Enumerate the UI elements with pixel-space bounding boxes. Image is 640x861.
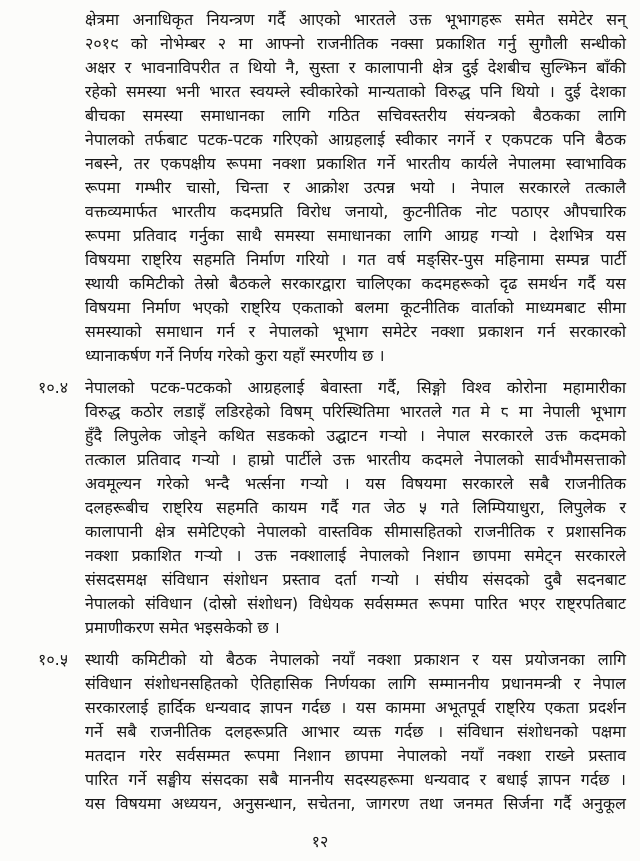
text-line: वक्तव्यमार्फत भारतीय कदमप्रति विरोध जनायो, कुटनीतिक नोट पठाएर औपचारिक <box>85 202 626 221</box>
text-line: बीचका समस्या समाधानका लागि गठित सचिवस्तरीय संयन्त्रको बैठकका लागि <box>85 106 626 125</box>
text-line: नेपालको तर्फबाट पटक-पटक गरिएको आग्रहलाई स्वीकार नगर्ने र एकपटक पनि बैठक <box>85 130 626 149</box>
text-line: कालापानी क्षेत्र समेटिएको नेपालको वास्तविक सीमासहितको राजनीतिक र प्रशासनिक <box>85 522 626 541</box>
text-line: अवमूल्यन गरेको भन्दै भर्त्सना गऱ्यो । यस विषयमा सरकारले सबै राजनीतिक <box>85 474 626 493</box>
text-line: नबस्ने, तर एकपक्षीय रूपमा नक्शा प्रकाशित गर्ने भारतीय कार्यले नेपालमा स्वाभाविक <box>85 154 626 173</box>
text-line: नेपालको पटक-पटकको आग्रहलाई बेवास्ता गर्दै, सिङ्गो विश्व कोरोना महामारीका <box>85 378 626 397</box>
text-line: नक्शा प्रकाशित गऱ्यो । उक्त नक्शालाई नेपालको निशान छापमा समेट्न सरकारले <box>85 546 626 565</box>
paragraph <box>85 8 626 368</box>
paragraph <box>38 648 626 816</box>
text-line: रूपमा गम्भीर चासो, चिन्ता र आक्रोश उत्पन्न भयो । नेपाल सरकारले तत्कालै <box>85 178 626 197</box>
text-line: २०१९ को नोभेम्बर २ मा आफ्नो राजनीतिक नक्सा प्रकाशित गर्नु सुगौली सन्धीको <box>85 34 626 53</box>
text-line: पारित गर्ने सङ्घीय संसदका सबै माननीय सदस्यहरूमा धन्यवाद र बधाई ज्ञापन गर्दछ । <box>85 770 626 789</box>
text-line: हुँदै लिपुलेक जोड्ने कथित सडकको उद्घाटन गऱ्यो । नेपाल सरकारले उक्त कदमको <box>85 426 626 445</box>
text-line: ध्यानाकर्षण गर्ने निर्णय गरेको कुरा यहाँ स्मरणीय छ । <box>85 346 385 365</box>
text-line: समस्याको समाधान गर्न र नेपालको भूभाग समेटेर नक्शा प्रकाशन गर्न सरकारको <box>85 322 626 341</box>
text-line: रहेको समस्या भनी भारत स्वयम्ले स्वीकारेको मान्यताको विरुद्ध पनि थियो । दुई देशका <box>85 82 626 101</box>
text-line: रूपमा प्रतिवाद गर्नुका साथै समस्या समाधानका लागि आग्रह गऱ्यो । देशभित्र यस <box>85 226 626 245</box>
text-line: विषयमा निर्माण भएको राष्ट्रिय एकताको बलमा कूटनीतिक वार्ताको माध्यमबाट सीमा <box>85 298 626 317</box>
text-line: प्रमाणीकरण समेत भइसकेको छ । <box>85 618 280 637</box>
paragraph-number-label: १०.५ <box>38 650 69 669</box>
text-line: यस विषयमा अध्ययन, अनुसन्धान, सचेतना, जागरण तथा जनमत सिर्जना गर्दै अनुकूल <box>85 794 626 813</box>
paragraph <box>38 376 626 640</box>
text-line: सरकारलाई हार्दिक धन्यवाद ज्ञापन गर्दछ । यस काममा अभूतपूर्व राष्ट्रिय एकता प्रदर्शन <box>85 698 626 717</box>
text-body <box>38 8 626 816</box>
text-line: स्थायी कमिटीको यो बैठक नेपालको नयाँ नक्शा प्रकाशन र यस प्रयोजनका लागि <box>85 650 626 669</box>
paragraph-number-label: १०.४ <box>38 378 69 397</box>
text-line: संविधान संशोधनसहितको ऐतिहासिक निर्णयका लागि सम्माननीय प्रधानमन्त्री र नेपाल <box>85 674 626 693</box>
text-line: विरुद्ध कठोर लडाइँ लडिरहेको विषम् परिस्थितिमा भारतले गत मे ८ मा नेपाली भूभाग <box>85 402 626 421</box>
text-line: दलहरूबीच राष्ट्रिय सहमति कायम गर्दै गत जेठ ५ गते लिम्पियाधुरा, लिपुलेक र <box>85 498 626 517</box>
text-line: तत्काल प्रतिवाद गऱ्यो । हाम्रो पार्टीले उक्त भारतीय कदमले नेपालको सार्वभौमसत्ताको <box>85 450 626 469</box>
text-line: गर्ने सबै राजनीतिक दलहरूप्रति आभार व्यक्त गर्दछ । संविधान संशोधनको पक्षमा <box>85 722 626 741</box>
text-line: क्षेत्रमा अनाधिकृत नियन्त्रण गर्दै आएको भारतले उक्त भूभागहरू समेत समेटेर सन् <box>85 10 626 29</box>
page-number: १२ <box>311 832 329 851</box>
text-line: अक्षर र भावनाविपरीत त थियो नै, सुस्ता र कालापानी क्षेत्र दुई देशबीच सुल्झिन बाँकी <box>85 58 626 77</box>
text-line: नेपालको संविधान (दोस्रो संशोधन) विधेयक सर्वसम्मत रूपमा पारित भएर राष्ट्रपतिबाट <box>85 594 626 613</box>
text-line: संसदसमक्ष संविधान संशोधन प्रस्ताव दर्ता गऱ्यो । संघीय संसदको दुबै सदनबाट <box>85 570 626 589</box>
text-line: स्थायी कमिटीको तेस्रो बैठकले सरकारद्वारा चालिएका कदमहरूको दृढ समर्थन गर्दै यस <box>85 274 626 293</box>
text-line: विषयमा राष्ट्रिय सहमति निर्माण गरियो । गत वर्ष मङ्सिर-पुस महिनामा सम्पन्न पार्टी <box>85 250 626 269</box>
text-line: मतदान गरेर सर्वसम्मत रूपमा निशान छापमा नेपालको नयाँ नक्शा राख्ने प्रस्ताव <box>85 746 626 765</box>
